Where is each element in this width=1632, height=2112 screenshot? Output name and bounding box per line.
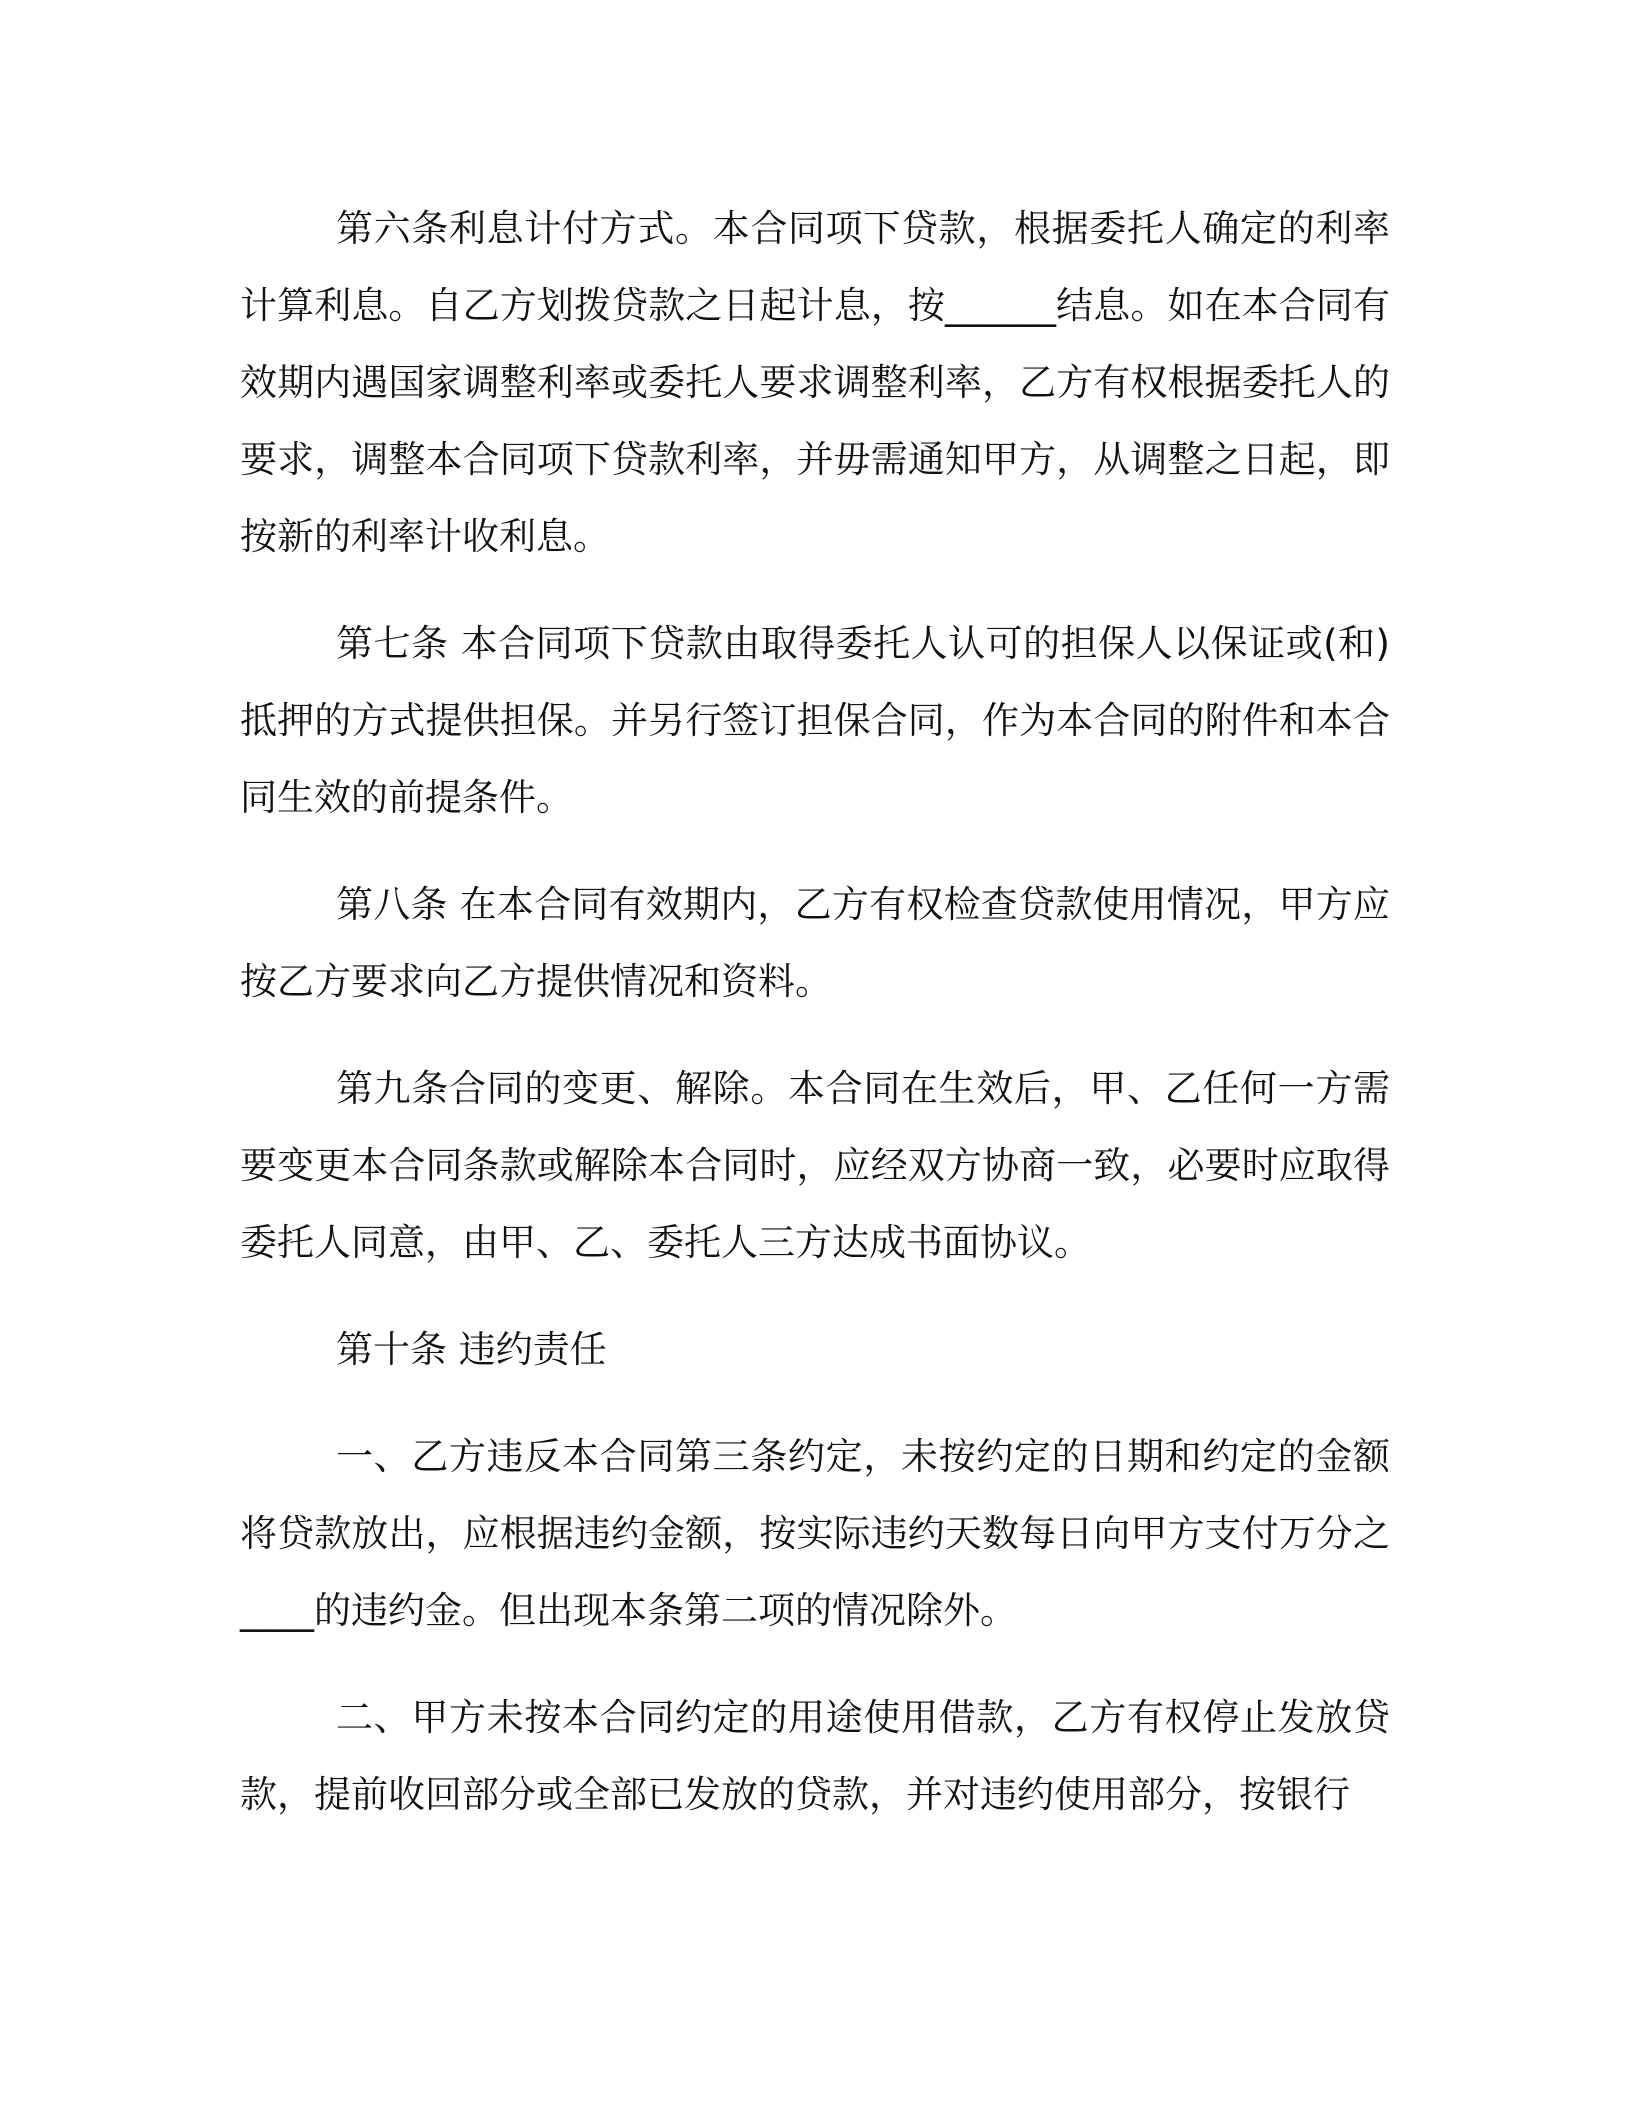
article-9-paragraph: 第九条合同的变更、解除。本合同在生效后，甲、乙任何一方需要变更本合同条款或解除本合同时，应经双方协商一致，必要时应取得委托人同意，由甲、乙、委托人三方达成书面协议。: [240, 1067, 1390, 1264]
article-10-item-2: 二、甲方未按本合同约定的用途使用借款，乙方有权停止发放贷款，提前收回部分或全部已发放的贷款，并对违约使用部分，按银行: [240, 1696, 1390, 1816]
article-6-paragraph: 第六条利息计付方式。本合同项下贷款，根据委托人确定的利率计算利息。自乙方划拨贷款之日起计息，按______结息。如在本合同有效期内遇国家调整利率或委托人要求调整利率，乙方有权根据委托人的要求，调整本合同项下贷款利率，并毋需通知甲方，从调整之日起，即按新的利率计收利息。: [240, 207, 1390, 558]
article-7-paragraph: 第七条 本合同项下贷款由取得委托人认可的担保人以保证或(和)抵押的方式提供担保。并另行签订担保合同，作为本合同的附件和本合同生效的前提条件。: [240, 622, 1390, 819]
document-page: [240, 190, 1390, 1890]
article-10-item-1: 一、乙方违反本合同第三条约定，未按约定的日期和约定的金额将贷款放出，应根据违约金额，按实际违约天数每日向甲方支付万分之____的违约金。但出现本条第二项的情况除外。: [240, 1435, 1390, 1632]
article-8-paragraph: 第八条 在本合同有效期内，乙方有权检查贷款使用情况，甲方应按乙方要求向乙方提供情况和资料。: [240, 883, 1390, 1003]
article-10-heading: 第十条 违约责任: [336, 1328, 607, 1371]
